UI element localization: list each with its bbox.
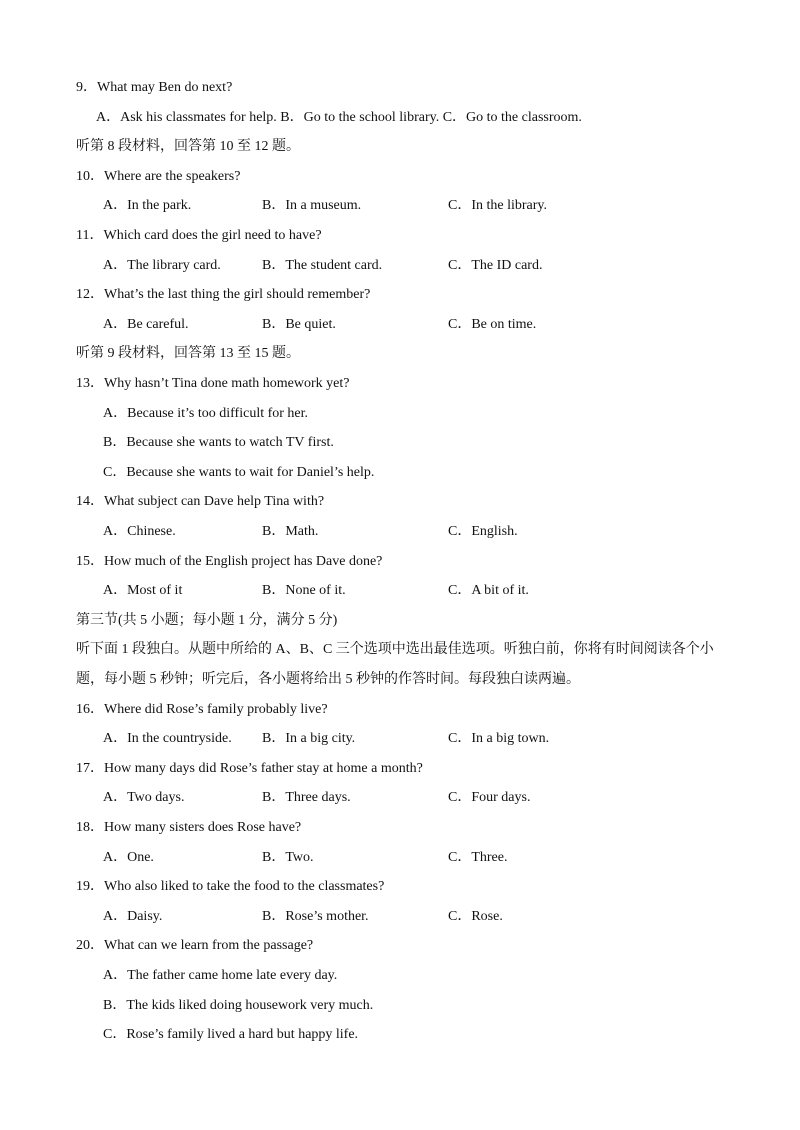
question-text: 14．What subject can Dave help Tina with?	[76, 494, 325, 509]
section-instruction: 第三节(共 5 小题；每小题 1 分，满分 5 分)	[76, 613, 338, 628]
option-a: A．Be careful.	[103, 317, 189, 332]
option-c: C．In the library.	[448, 198, 548, 213]
option-a: A．In the park.	[103, 198, 192, 213]
option-b: B．In a big city.	[262, 731, 356, 746]
option-row-text: A．Ask his classmates for help. B．Go to the school library. C．Go to the classroom.	[96, 110, 582, 125]
option-b: B．Two.	[262, 850, 314, 865]
option-c: C．The ID card.	[448, 258, 543, 273]
option-text: C．Rose’s family lived a hard but happy life.	[103, 1027, 359, 1042]
option-c: C．In a big town.	[448, 731, 550, 746]
option-b: B．Rose’s mother.	[262, 909, 369, 924]
option-c: C．Four days.	[448, 790, 531, 805]
option-c: C．Three.	[448, 850, 508, 865]
option-a: A．The library card.	[103, 258, 221, 273]
option-b: B．Math.	[262, 524, 319, 539]
option-text: B．Because she wants to watch TV first.	[103, 435, 334, 450]
option-c: C．A bit of it.	[448, 583, 529, 598]
question-text: 9．What may Ben do next?	[76, 80, 233, 95]
question-text: 20．What can we learn from the passage?	[76, 938, 314, 953]
option-text: B．The kids liked doing housework very much.	[103, 998, 374, 1013]
option-text: A．Because it’s too difficult for her.	[103, 406, 309, 421]
section-instruction: 听下面 1 段独白。从题中所给的 A、B、C 三个选项中选出最佳选项。听独白前，你将有时间阅读各个小	[76, 642, 714, 657]
section-instruction: 听第 8 段材料，回答第 10 至 12 题。	[76, 139, 300, 154]
option-a: A．Most of it	[103, 583, 183, 598]
option-b: B．In a museum.	[262, 198, 362, 213]
option-c: C．Be on time.	[448, 317, 537, 332]
section-instruction: 题，每小题 5 秒钟；听完后，各小题将给出 5 秒钟的作答时间。每段独白读两遍。	[76, 672, 580, 687]
option-b: B．Be quiet.	[262, 317, 336, 332]
question-text: 15．How much of the English project has Dave done?	[76, 554, 383, 569]
question-text: 11．Which card does the girl need to have?	[76, 228, 322, 243]
question-text: 17．How many days did Rose’s father stay at home a month?	[76, 761, 423, 776]
option-b: B．The student card.	[262, 258, 383, 273]
question-text: 19．Who also liked to take the food to the classmates?	[76, 879, 385, 894]
question-text: 12．What’s the last thing the girl should remember?	[76, 287, 371, 302]
option-text: A．The father came home late every day.	[103, 968, 338, 983]
option-c: C．Rose.	[448, 909, 503, 924]
question-text: 16．Where did Rose’s family probably live?	[76, 702, 328, 717]
option-a: A．One.	[103, 850, 154, 865]
option-a: A．Daisy.	[103, 909, 163, 924]
question-text: 13．Why hasn’t Tina done math homework yet?	[76, 376, 350, 391]
option-b: B．None of it.	[262, 583, 346, 598]
option-text: C．Because she wants to wait for Daniel’s help.	[103, 465, 375, 480]
question-text: 10．Where are the speakers?	[76, 169, 241, 184]
option-a: A．Chinese.	[103, 524, 176, 539]
option-b: B．Three days.	[262, 790, 351, 805]
option-a: A．In the countryside.	[103, 731, 232, 746]
section-instruction: 听第 9 段材料，回答第 13 至 15 题。	[76, 346, 300, 361]
option-a: A．Two days.	[103, 790, 185, 805]
question-text: 18．How many sisters does Rose have?	[76, 820, 302, 835]
option-c: C．English.	[448, 524, 518, 539]
